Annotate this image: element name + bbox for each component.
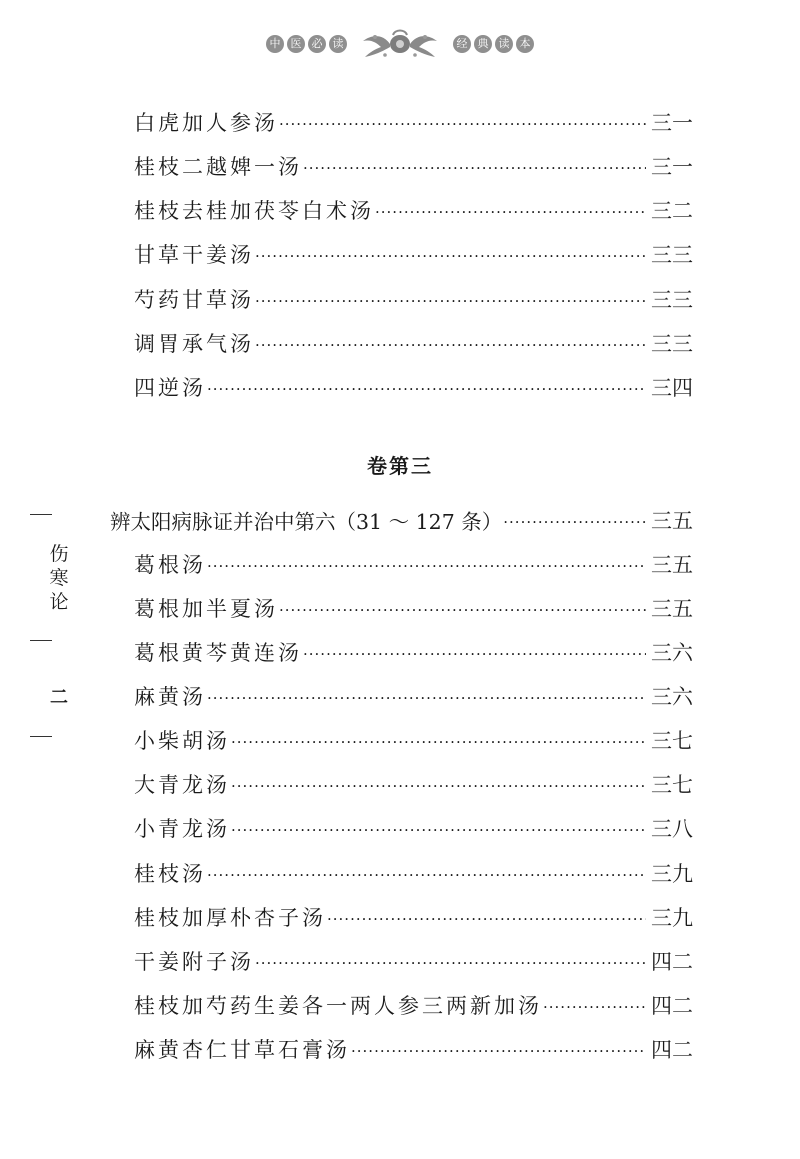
entry-page: 三七 (651, 729, 693, 753)
dot-leader (543, 998, 646, 1016)
toc-entry[interactable] (0, 990, 800, 1020)
series-char: 典 (474, 35, 492, 53)
dot-leader (255, 292, 646, 310)
entry-page: 三一 (651, 111, 693, 135)
dot-leader (231, 777, 646, 795)
entry-page: 三四 (651, 376, 693, 400)
side-title-char: 伤 (49, 543, 69, 565)
margin-rule (30, 640, 52, 641)
series-name-left (266, 35, 347, 53)
entry-title: 桂枝加厚朴杏子汤 (134, 906, 326, 930)
entry-title: 桂枝加芍药生姜各一两人参三两新加汤 (134, 994, 542, 1018)
toc-entry[interactable] (0, 946, 800, 976)
series-char: 中 (266, 35, 284, 53)
entry-page: 三八 (651, 817, 693, 841)
dot-leader (231, 821, 646, 839)
series-char: 必 (308, 35, 326, 53)
toc-entry[interactable] (0, 1034, 800, 1064)
toc-entry[interactable] (0, 725, 800, 755)
volume-heading: 卷第三 (367, 454, 433, 478)
entry-title: 麻黄杏仁甘草石膏汤 (134, 1038, 350, 1062)
toc-entry[interactable] (0, 328, 800, 358)
dot-leader (279, 115, 646, 133)
side-page-number: 二 (50, 687, 68, 708)
entry-title: 葛根加半夏汤 (134, 597, 278, 621)
dot-leader (303, 645, 646, 663)
series-char: 读 (495, 35, 513, 53)
margin-rule (30, 736, 52, 737)
toc-chapter-entry[interactable] (0, 505, 800, 535)
toc-entry[interactable] (0, 372, 800, 402)
entry-page: 四二 (651, 950, 693, 974)
entry-page: 三九 (651, 862, 693, 886)
toc-entry[interactable] (0, 637, 800, 667)
series-name-right (453, 35, 534, 53)
toc-entry[interactable] (0, 195, 800, 225)
entry-title: 干姜附子汤 (134, 950, 254, 974)
dot-leader (207, 557, 646, 575)
entry-page: 四二 (651, 994, 693, 1018)
dot-leader (207, 866, 646, 884)
entry-title: 葛根黄芩黄连汤 (134, 641, 302, 665)
entry-page: 三三 (651, 288, 693, 312)
entry-page: 三七 (651, 773, 693, 797)
entry-page: 三三 (651, 243, 693, 267)
entry-page: 三六 (651, 685, 693, 709)
entry-title: 白虎加人参汤 (134, 111, 278, 135)
dot-leader (255, 247, 646, 265)
dot-leader (327, 910, 646, 928)
entry-title: 大青龙汤 (134, 773, 230, 797)
toc-entry[interactable] (0, 769, 800, 799)
toc-entry[interactable] (0, 858, 800, 888)
ornament-vignette-icon (357, 27, 443, 61)
chapter-title: 辨太阳病脉证并治中第六（31 ～ 127 条） (110, 510, 503, 534)
entry-title: 小青龙汤 (134, 817, 230, 841)
running-header (0, 27, 800, 61)
toc-entry[interactable] (0, 107, 800, 137)
entry-title: 桂枝去桂加茯苓白术汤 (134, 199, 374, 223)
entry-title: 四逆汤 (134, 376, 206, 400)
series-char: 本 (516, 35, 534, 53)
entry-page: 三九 (651, 906, 693, 930)
entry-page: 三二 (651, 199, 693, 223)
entry-title: 麻黄汤 (134, 685, 206, 709)
entry-page: 三六 (651, 641, 693, 665)
entry-page: 三一 (651, 155, 693, 179)
entry-title: 调胃承气汤 (134, 332, 254, 356)
toc-entry[interactable] (0, 284, 800, 314)
entry-title: 桂枝汤 (134, 862, 206, 886)
toc-entry[interactable] (0, 151, 800, 181)
dot-leader (375, 203, 646, 221)
entry-page: 三五 (651, 509, 693, 533)
margin-rule (30, 514, 52, 515)
entry-page: 三三 (651, 332, 693, 356)
toc-entry[interactable] (0, 902, 800, 932)
entry-page: 三五 (651, 553, 693, 577)
dot-leader (207, 380, 646, 398)
toc-entry[interactable] (0, 813, 800, 843)
side-book-title (47, 542, 71, 614)
series-char: 医 (287, 35, 305, 53)
series-char: 读 (329, 35, 347, 53)
dot-leader (279, 601, 646, 619)
side-title-char: 论 (49, 591, 69, 613)
dot-leader (503, 513, 646, 531)
toc-entry[interactable] (0, 593, 800, 623)
entry-title: 甘草干姜汤 (134, 243, 254, 267)
entry-title: 小柴胡汤 (134, 729, 230, 753)
entry-title: 葛根汤 (134, 553, 206, 577)
dot-leader (303, 159, 646, 177)
entry-page: 四二 (651, 1038, 693, 1062)
dot-leader (207, 689, 646, 707)
dot-leader (255, 954, 646, 972)
toc-entry[interactable] (0, 239, 800, 269)
entry-page: 三五 (651, 597, 693, 621)
side-title-char: 寒 (49, 567, 69, 589)
dot-leader (255, 336, 646, 354)
toc-entry[interactable] (0, 549, 800, 579)
toc-entry[interactable] (0, 681, 800, 711)
dot-leader (231, 733, 646, 751)
entry-title: 芍药甘草汤 (134, 288, 254, 312)
entry-title: 桂枝二越婢一汤 (134, 155, 302, 179)
dot-leader (351, 1042, 646, 1060)
series-char: 经 (453, 35, 471, 53)
